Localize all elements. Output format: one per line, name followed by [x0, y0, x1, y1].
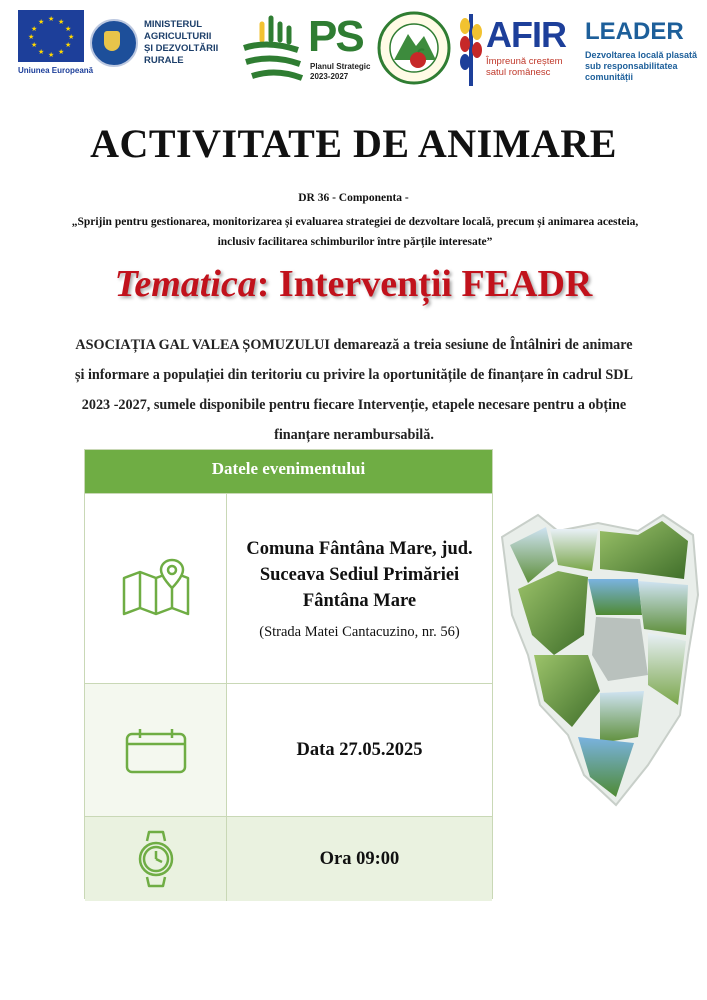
- event-details-table: [84, 449, 493, 899]
- ps-logo: [238, 10, 380, 90]
- madr-seal-icon: [90, 19, 138, 67]
- dr-line: DR 36 - Componenta -: [298, 192, 409, 204]
- madr-logo: [90, 14, 250, 72]
- afir-text: AFIR: [486, 14, 566, 55]
- component-description: „Sprijin pentru gestionarea, monitorizarea și evaluarea strategiei de dezvoltare locală, precum și animarea acesteia, inclusiv facilitarea schimburilor între părțile interesate”: [71, 216, 639, 248]
- location-name: Comuna Fântâna Mare, jud. Suceava Sediul Primăriei Fântâna Mare: [246, 539, 473, 611]
- date-row: [85, 683, 492, 817]
- eu-logo: [18, 10, 94, 75]
- event-date: Data 27.05.2025: [296, 740, 423, 760]
- ps-line2: 2023-2027: [310, 72, 349, 81]
- tematica-label: Tematica: [114, 263, 257, 305]
- tematica-value: : Intervenții FEADR: [256, 263, 593, 305]
- leader-subtitle: Dezvoltarea locală plasată sub responsabilitatea comunității: [585, 50, 698, 82]
- event-time: Ora 09:00: [319, 848, 400, 869]
- afir-leader-logo: [458, 10, 698, 90]
- time-row: [85, 816, 492, 901]
- event-table-header: Datele evenimentului: [85, 450, 492, 493]
- territory-map-image: [488, 505, 703, 810]
- afir-line1: Împreună creștem: [486, 56, 563, 67]
- ps-text: PS: [308, 12, 363, 61]
- afir-wheat-icon: [458, 10, 484, 90]
- eu-caption: Uniunea Europeană: [18, 66, 94, 75]
- eu-flag-icon: ★ ★ ★ ★ ★ ★ ★ ★ ★ ★ ★ ★: [18, 10, 84, 62]
- location-address: (Strada Matei Cantacuzino, nr. 56): [259, 624, 460, 640]
- map-pin-icon: [120, 558, 192, 620]
- location-row: [85, 493, 492, 684]
- madr-line2: ȘI DEZVOLTĂRII RURALE: [144, 43, 219, 66]
- calendar-icon: [124, 726, 188, 776]
- gal-logo: [376, 8, 452, 88]
- madr-line1: MINISTERUL AGRICULTURII: [144, 19, 212, 42]
- afir-line2: satul românesc: [486, 67, 551, 78]
- tematica-heading: [0, 262, 707, 306]
- gal-emblem-icon: [376, 8, 452, 88]
- ps-line1: Planul Strategic: [310, 62, 371, 71]
- ps-leaf-icon: [238, 10, 310, 90]
- leader-text: LEADER: [585, 18, 684, 45]
- intro-paragraph: ASOCIAȚIA GAL VALEA ȘOMUZULUI demarează a treia sesiune de Întâlniri de animare și informare a populației din teritoriu cu privire la oportunitățile de finanțare în cadrul SDL 2023 -2027, sumele disponibile pentru fiecare Intervenție, etapele necesare pentru a obține finanțare nerambursabilă.: [74, 337, 634, 443]
- watch-icon: [136, 829, 176, 889]
- page-title: ACTIVITATE DE ANIMARE: [90, 121, 617, 166]
